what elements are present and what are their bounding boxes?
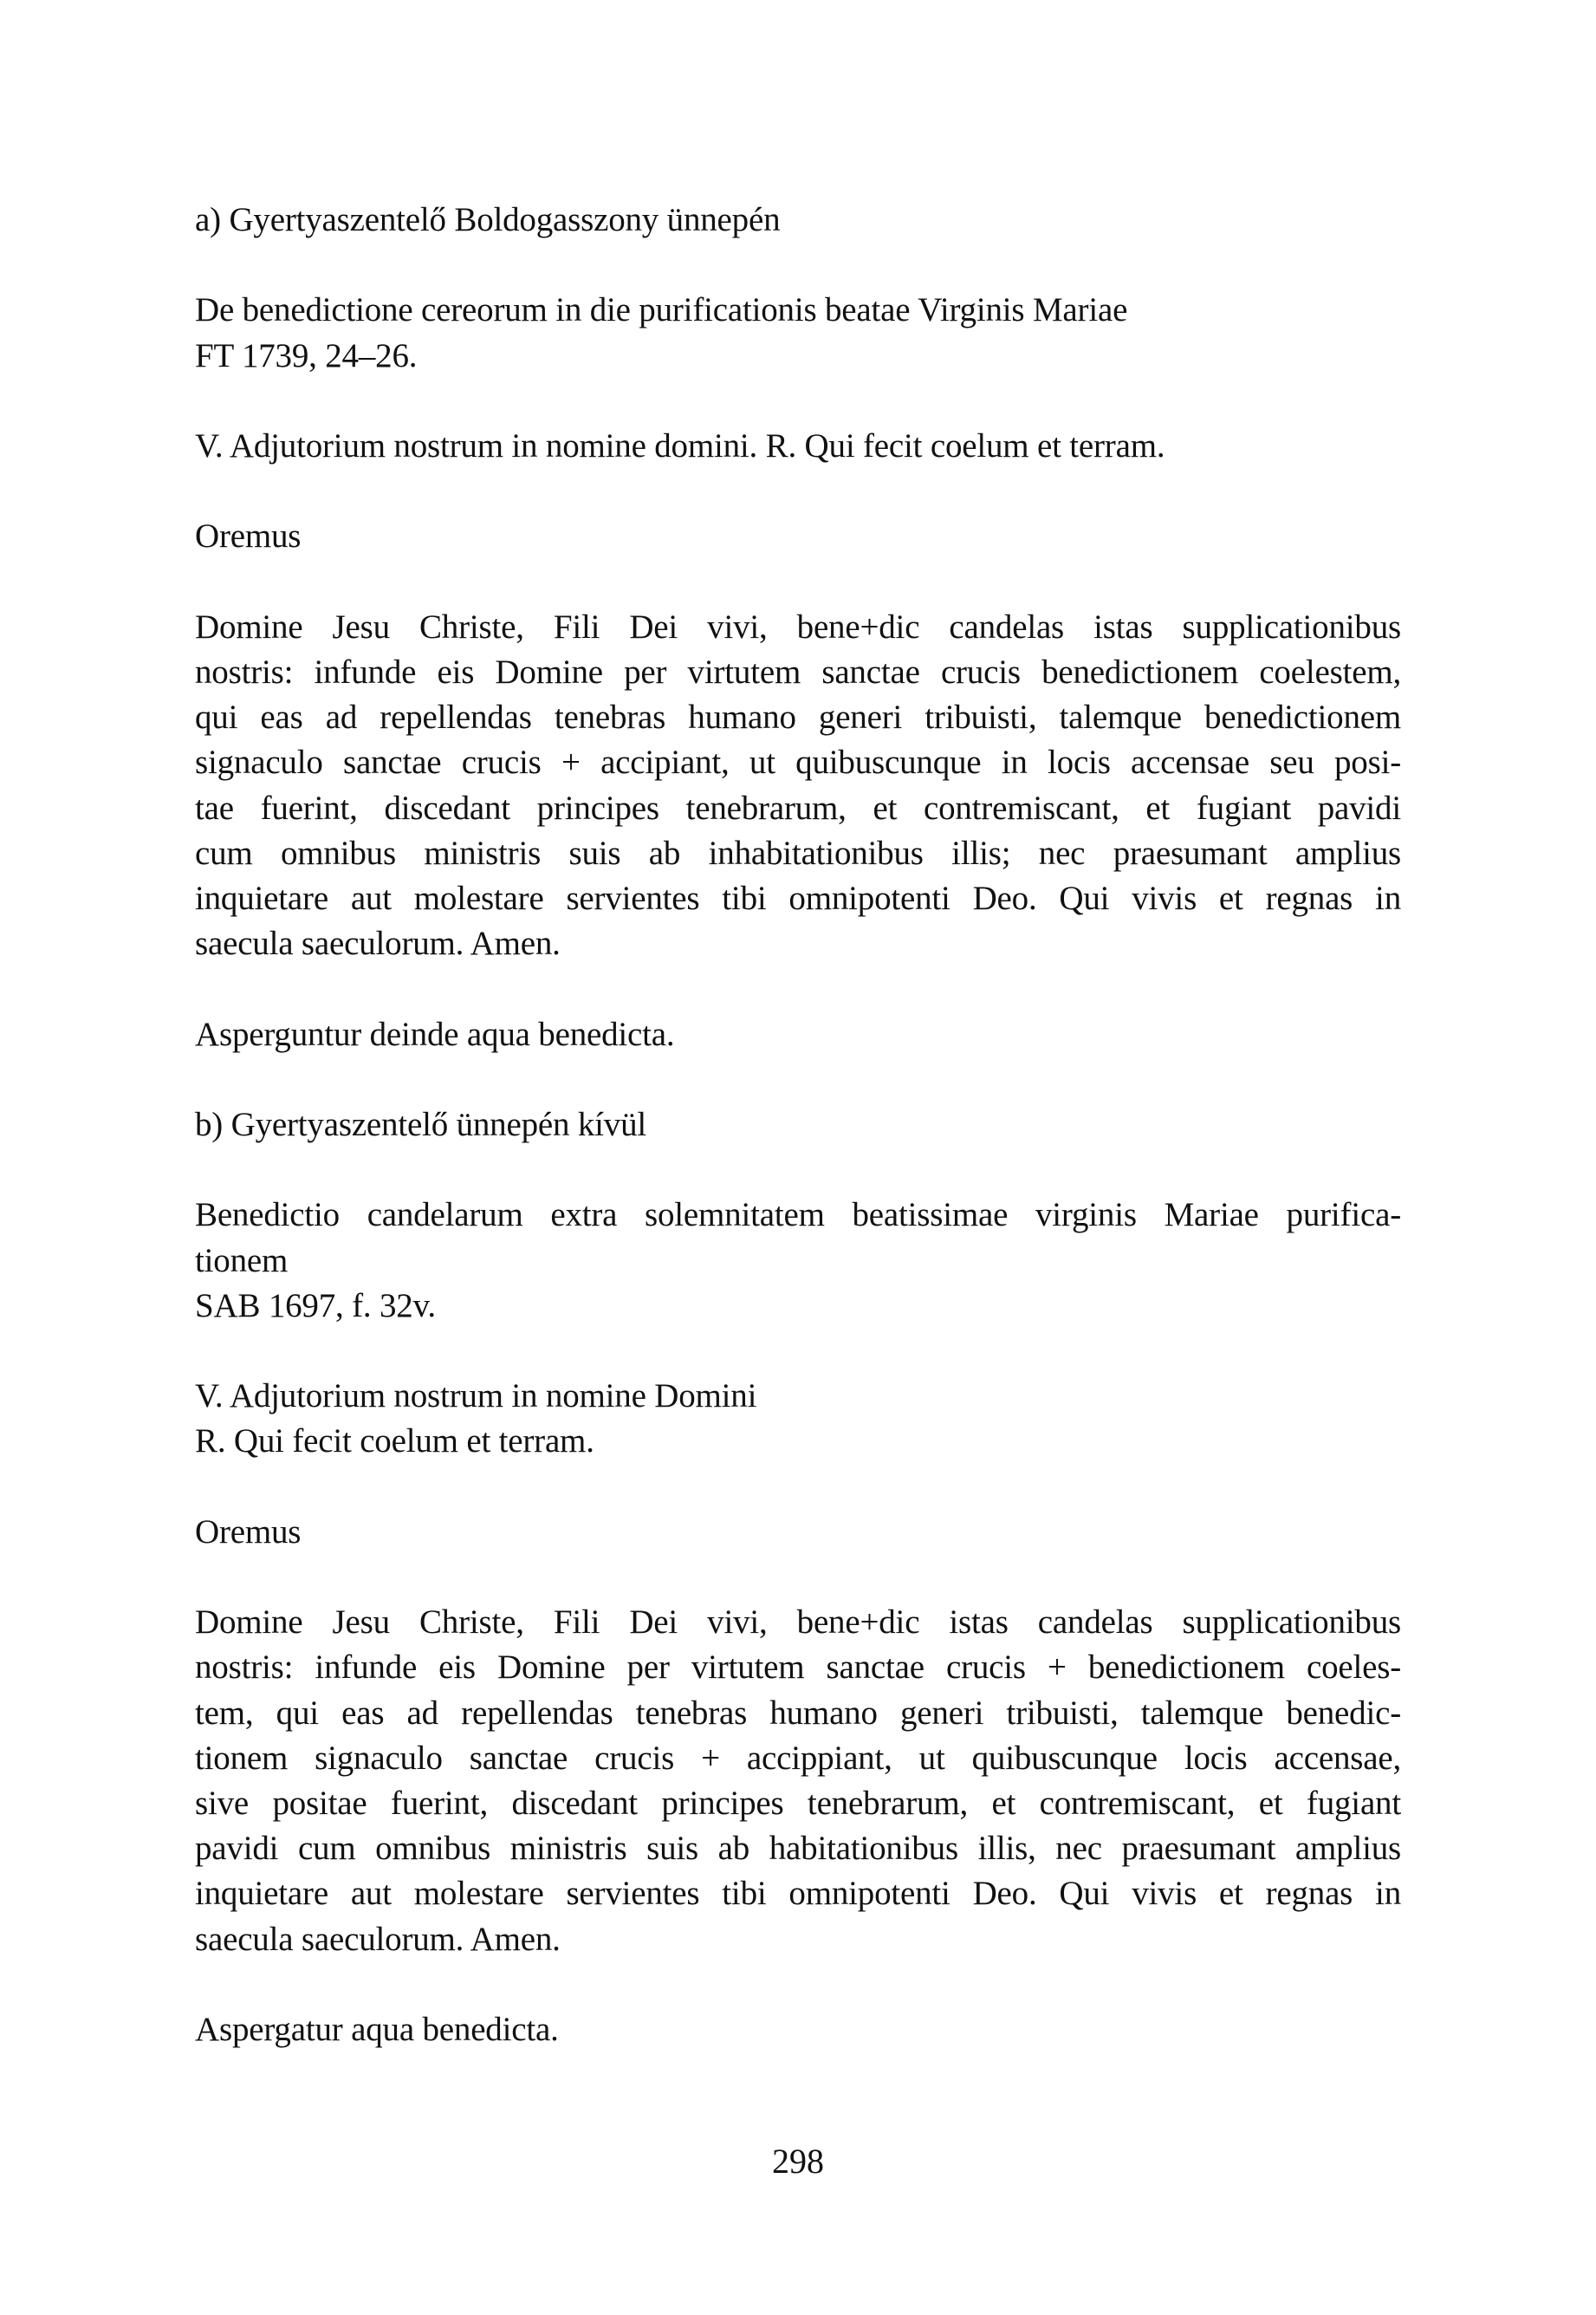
prayer-line: tae fuerint, discedant principes tenebrarum, et contremiscant, et fugiant pavidi: [195, 789, 1401, 827]
prayer-line: pavidi cum omnibus ministris suis ab habitationibus illis, nec praesumant amplius: [195, 1830, 1401, 1868]
section-b-versicle: [195, 1374, 1401, 1464]
source-citation: FT 1739, 24–26.: [195, 336, 418, 374]
section-a-prayer: [195, 605, 1401, 967]
latin-title: tionem: [195, 1241, 289, 1279]
prayer-line: tem, qui eas ad repellendas tenebras humano generi tribuisti, talemque benedic-: [195, 1694, 1401, 1732]
heading-text: a) Gyertyaszentelő Boldogasszony ünnepén: [195, 201, 781, 238]
page-body: [195, 198, 1401, 2097]
versicle-response: V. Adjutorium nostrum in nomine domini. R. Qui fecit coelum et terram.: [195, 426, 1165, 465]
section-a-title-block: [195, 288, 1401, 378]
heading-text: b) Gyertyaszentelő ünnepén kívül: [195, 1105, 647, 1143]
prayer-line: qui eas ad repellendas tenebras humano generi tribuisti, talemque benedictionem: [195, 699, 1401, 737]
prayer-line: inquietare aut molestare servientes tibi omnipotenti Deo. Qui vivis et regnas in: [195, 879, 1401, 917]
versicle: V. Adjutorium nostrum in nomine Domini: [195, 1377, 757, 1415]
prayer-line: cum omnibus ministris suis ab inhabitationibus illis; nec praesumant amplius: [195, 834, 1401, 872]
prayer-line: sive positae fuerint, discedant principes tenebrarum, et contremiscant, et fugiant: [195, 1784, 1401, 1822]
prayer-line: Domine Jesu Christe, Fili Dei vivi, bene+dic candelas istas supplicationibus: [195, 608, 1401, 646]
section-b-heading: [195, 1102, 1401, 1148]
latin-title: De benedictione cereorum in die purificationis beatae Virginis Mariae: [195, 291, 1128, 329]
prayer-line: nostris: infunde eis Domine per virtutem sanctae crucis benedictionem coelestem,: [195, 653, 1401, 691]
prayer-line: saecula saeculorum. Amen.: [195, 1920, 561, 1958]
prayer-line: Domine Jesu Christe, Fili Dei vivi, bene+dic istas candelas supplicationibus: [195, 1603, 1401, 1642]
rubric-text: Asperguntur deinde aqua benedicta.: [195, 1015, 675, 1053]
section-b-prayer: [195, 1600, 1401, 1962]
response: R. Qui fecit coelum et terram.: [195, 1422, 594, 1460]
rubric-text: Aspergatur aqua benedicta.: [195, 2010, 559, 2048]
prayer-line: saecula saeculorum. Amen.: [195, 925, 561, 963]
prayer-line: signaculo sanctae crucis + accipiant, ut quibuscunque in locis accensae seu posi-: [195, 744, 1401, 782]
section-a-versicle: [195, 424, 1401, 469]
source-citation: SAB 1697, f. 32v.: [195, 1286, 436, 1324]
prayer-line: nostris: infunde eis Domine per virtutem sanctae crucis + benedictionem coeles-: [195, 1648, 1401, 1687]
section-b-rubric: [195, 2007, 1401, 2052]
prayer-line: inquietare aut molestare servientes tibi omnipotenti Deo. Qui vivis et regnas in: [195, 1875, 1401, 1913]
page-number: 298: [772, 2142, 824, 2181]
oremus-label: Oremus: [195, 517, 302, 556]
latin-title: Benedictio candelarum extra solemnitatem beatissimae virginis Mariae purifica-: [195, 1196, 1401, 1234]
section-a-rubric: [195, 1012, 1401, 1057]
section-b-title-block: [195, 1193, 1401, 1329]
section-b-oremus: [195, 1510, 1401, 1555]
prayer-line: tionem signaculo sanctae crucis + accippiant, ut quibuscunque locis accensae,: [195, 1739, 1401, 1777]
section-a-heading: [195, 198, 1401, 243]
oremus-label: Oremus: [195, 1512, 302, 1551]
section-a-oremus: [195, 514, 1401, 559]
